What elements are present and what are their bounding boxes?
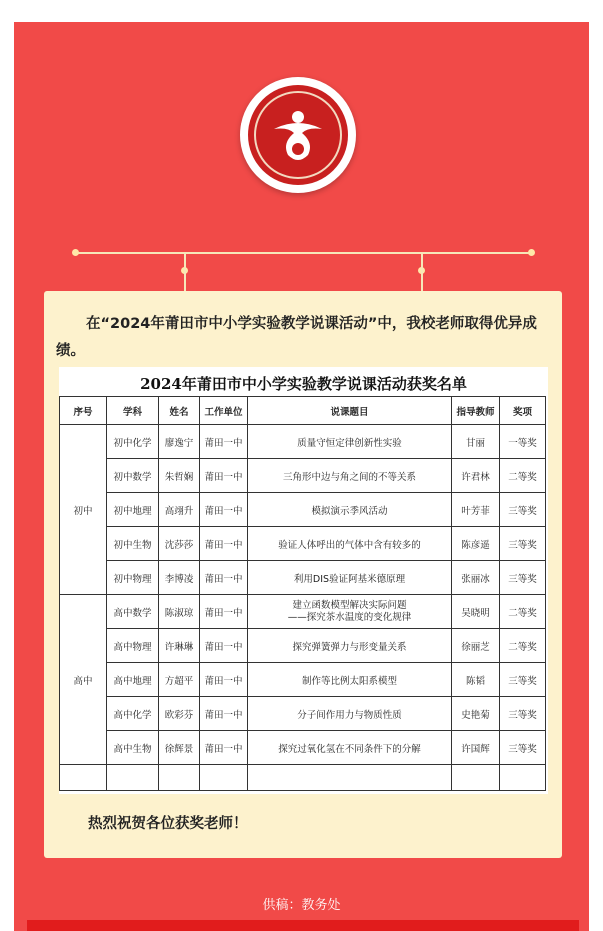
subject-cell: 高中生物 bbox=[107, 731, 159, 765]
topic-cell: 探究过氧化氢在不同条件下的分解 bbox=[248, 731, 452, 765]
topic-cell: 验证人体呼出的气体中含有较多的 bbox=[248, 527, 452, 561]
header-cell: 序号 bbox=[60, 397, 107, 425]
table-row bbox=[60, 595, 546, 629]
divider-line bbox=[75, 252, 531, 254]
bottom-bar bbox=[27, 920, 579, 931]
unit-cell: 莆田一中 bbox=[200, 697, 248, 731]
mentor-cell: 吴晓明 bbox=[452, 595, 500, 629]
table-row bbox=[60, 663, 546, 697]
source-credit: 供稿：教务处 bbox=[262, 898, 341, 913]
mentor-cell: 陈彦遥 bbox=[452, 527, 500, 561]
mentor-cell: 徐丽芝 bbox=[452, 629, 500, 663]
topic-cell: 分子间作用力与物质性质 bbox=[248, 697, 452, 731]
connector-line bbox=[184, 253, 186, 291]
subject-cell: 初中生物 bbox=[107, 527, 159, 561]
topic-line: 建立函数模型解决实际问题 bbox=[292, 599, 407, 611]
mentor-cell: 许国辉 bbox=[452, 731, 500, 765]
name-cell: 方超平 bbox=[159, 663, 200, 697]
award-table bbox=[59, 396, 546, 791]
intro-text: 在“2024年莆田市中小学实验教学说课活动”中，我校老师取得优异成绩。 bbox=[56, 316, 537, 359]
name-cell: 朱哲娴 bbox=[159, 459, 200, 493]
subject-cell: 初中化学 bbox=[107, 425, 159, 459]
header-cell: 姓名 bbox=[159, 397, 200, 425]
congrats-text: 热烈祝贺各位获奖老师！ bbox=[88, 816, 248, 832]
school-emblem-icon bbox=[248, 85, 348, 185]
award-cell: 二等奖 bbox=[500, 459, 546, 493]
subject-cell: 初中物理 bbox=[107, 561, 159, 595]
mentor-cell: 张丽冰 bbox=[452, 561, 500, 595]
name-cell: 沈莎莎 bbox=[159, 527, 200, 561]
award-cell: 二等奖 bbox=[500, 595, 546, 629]
award-cell: 三等奖 bbox=[500, 731, 546, 765]
unit-cell: 莆田一中 bbox=[200, 527, 248, 561]
subject-cell: 高中化学 bbox=[107, 697, 159, 731]
table-row bbox=[60, 697, 546, 731]
mentor-cell: 陈韬 bbox=[452, 663, 500, 697]
unit-cell: 莆田一中 bbox=[200, 459, 248, 493]
name-cell: 陈淑琼 bbox=[159, 595, 200, 629]
award-table-image bbox=[59, 367, 548, 794]
name-cell: 徐辉景 bbox=[159, 731, 200, 765]
table-row bbox=[60, 425, 546, 459]
group-cell: 初中 bbox=[60, 425, 107, 595]
table-row bbox=[60, 493, 546, 527]
table-row bbox=[60, 629, 546, 663]
name-cell: 许琳琳 bbox=[159, 629, 200, 663]
topic-cell: 利用DIS验证阿基米德原理 bbox=[248, 561, 452, 595]
divider-dot bbox=[72, 249, 79, 256]
award-cell: 三等奖 bbox=[500, 663, 546, 697]
subject-cell: 初中数学 bbox=[107, 459, 159, 493]
topic-cell: 模拟演示季风活动 bbox=[248, 493, 452, 527]
unit-cell: 莆田一中 bbox=[200, 595, 248, 629]
award-cell: 三等奖 bbox=[500, 527, 546, 561]
header-cell: 工作单位 bbox=[200, 397, 248, 425]
connector-line bbox=[421, 253, 423, 291]
table-header-row bbox=[60, 397, 546, 425]
name-cell: 欧彩芬 bbox=[159, 697, 200, 731]
mentor-cell: 许君林 bbox=[452, 459, 500, 493]
name-cell: 李博凌 bbox=[159, 561, 200, 595]
subject-cell: 高中地理 bbox=[107, 663, 159, 697]
topic-cell: 制作等比例太阳系模型 bbox=[248, 663, 452, 697]
topic-cell: 三角形中边与角之间的不等关系 bbox=[248, 459, 452, 493]
header-cell: 奖项 bbox=[500, 397, 546, 425]
topic-cell: 探究弹簧弹力与形变量关系 bbox=[248, 629, 452, 663]
unit-cell: 莆田一中 bbox=[200, 663, 248, 697]
subject-cell: 初中地理 bbox=[107, 493, 159, 527]
name-cell: 廖逸宁 bbox=[159, 425, 200, 459]
divider-dot bbox=[528, 249, 535, 256]
award-cell: 三等奖 bbox=[500, 493, 546, 527]
topic-cell bbox=[248, 595, 452, 629]
award-cell: 三等奖 bbox=[500, 697, 546, 731]
group-cell: 高中 bbox=[60, 595, 107, 765]
award-cell: 三等奖 bbox=[500, 561, 546, 595]
table-empty-row bbox=[60, 765, 546, 791]
table-row bbox=[60, 731, 546, 765]
topic-cell: 质量守恒定律创新性实验 bbox=[248, 425, 452, 459]
mentor-cell: 甘丽 bbox=[452, 425, 500, 459]
subject-cell: 高中数学 bbox=[107, 595, 159, 629]
name-cell: 高翊升 bbox=[159, 493, 200, 527]
unit-cell: 莆田一中 bbox=[200, 629, 248, 663]
unit-cell: 莆田一中 bbox=[200, 493, 248, 527]
header-cell: 指导教师 bbox=[452, 397, 500, 425]
header-cell: 说课题目 bbox=[248, 397, 452, 425]
unit-cell: 莆田一中 bbox=[200, 561, 248, 595]
table-row bbox=[60, 459, 546, 493]
award-cell: 一等奖 bbox=[500, 425, 546, 459]
school-logo bbox=[240, 77, 356, 193]
unit-cell: 莆田一中 bbox=[200, 731, 248, 765]
table-row bbox=[60, 561, 546, 595]
subject-cell: 高中物理 bbox=[107, 629, 159, 663]
mentor-cell: 史艳菊 bbox=[452, 697, 500, 731]
header-cell: 学科 bbox=[107, 397, 159, 425]
unit-cell: 莆田一中 bbox=[200, 425, 248, 459]
table-title: 2024年莆田市中小学实验教学说课活动获奖名单 bbox=[140, 375, 467, 393]
table-row bbox=[60, 527, 546, 561]
award-cell: 二等奖 bbox=[500, 629, 546, 663]
mentor-cell: 叶芳菲 bbox=[452, 493, 500, 527]
topic-line: ——探究茶水温度的变化规律 bbox=[287, 611, 412, 623]
